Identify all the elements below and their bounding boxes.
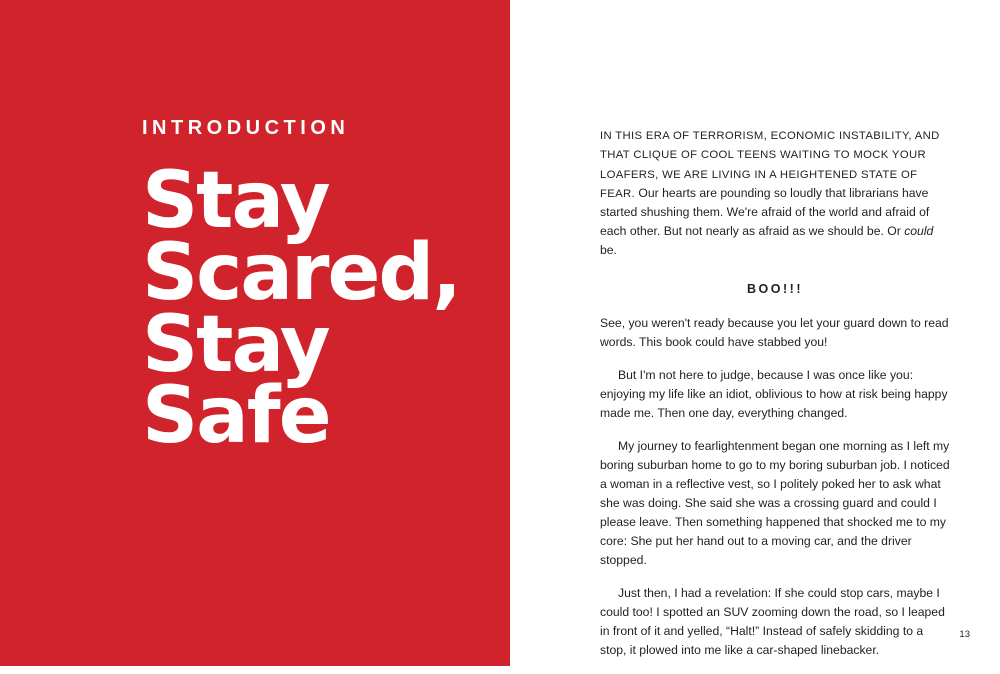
page-title <box>142 156 472 462</box>
lead-paragraph-italic: could <box>904 223 934 238</box>
body-paragraph-2: But I'm not here to judge, because I was once like you: enjoying my life like an idiot, oblivious to how at risk being happy made me. Then one day, everything changed. <box>600 367 948 420</box>
chapter-kicker: INTRODUCTION <box>142 117 350 139</box>
left-page-content <box>142 117 472 462</box>
title-line-3: Stay <box>142 299 329 390</box>
lead-paragraph <box>600 126 950 260</box>
title-line-1: Stay <box>142 156 329 246</box>
page-number: 13 <box>959 629 970 640</box>
title-line-2: Scared, <box>142 227 460 318</box>
body-paragraph-1: See, you weren't ready because you let your guard down to read words. This book could have stabbed you! <box>600 315 949 349</box>
lead-paragraph-rest-1: Our hearts are pounding so loudly that librarians have started shushing them. We're afraid of the world and afraid of each other. But not nearly as afraid as we should be. Or <box>600 185 930 238</box>
lead-paragraph-caps: IN THIS ERA OF TERRORISM, ECONOMIC INSTABILITY, AND THAT CLIQUE OF COOL TEENS WAITING TO MOCK YOUR LOAFERS, WE ARE LIVING IN A HEIGHTENED STATE OF FEAR. <box>600 130 940 200</box>
body-paragraph-4: Just then, I had a revelation: If she could stop cars, maybe I could too! I spotted an SUV zooming down the road, so I leaped in front of it and yelled, “Halt!” Instead of safely skidding to a stop, it plowed into me like a car-shaped linebacker. <box>600 585 945 657</box>
right-page <box>510 0 1000 666</box>
right-page-content <box>600 126 950 674</box>
subhead-boo: BOO!!! <box>747 281 803 296</box>
body-paragraph-3: My journey to fearlightenment began one morning as I left my boring suburban home to go to my boring suburban job. I noticed a woman in a reflective vest, so I politely poked her to ask what she was doing. She said she was a crossing guard and could I please leave. Then something happened that shocked me to my core: She put her hand out to a moving car, and the driver stopped. <box>600 438 950 567</box>
lead-paragraph-rest-2: be. <box>600 242 617 257</box>
title-line-4: Safe <box>142 371 330 462</box>
